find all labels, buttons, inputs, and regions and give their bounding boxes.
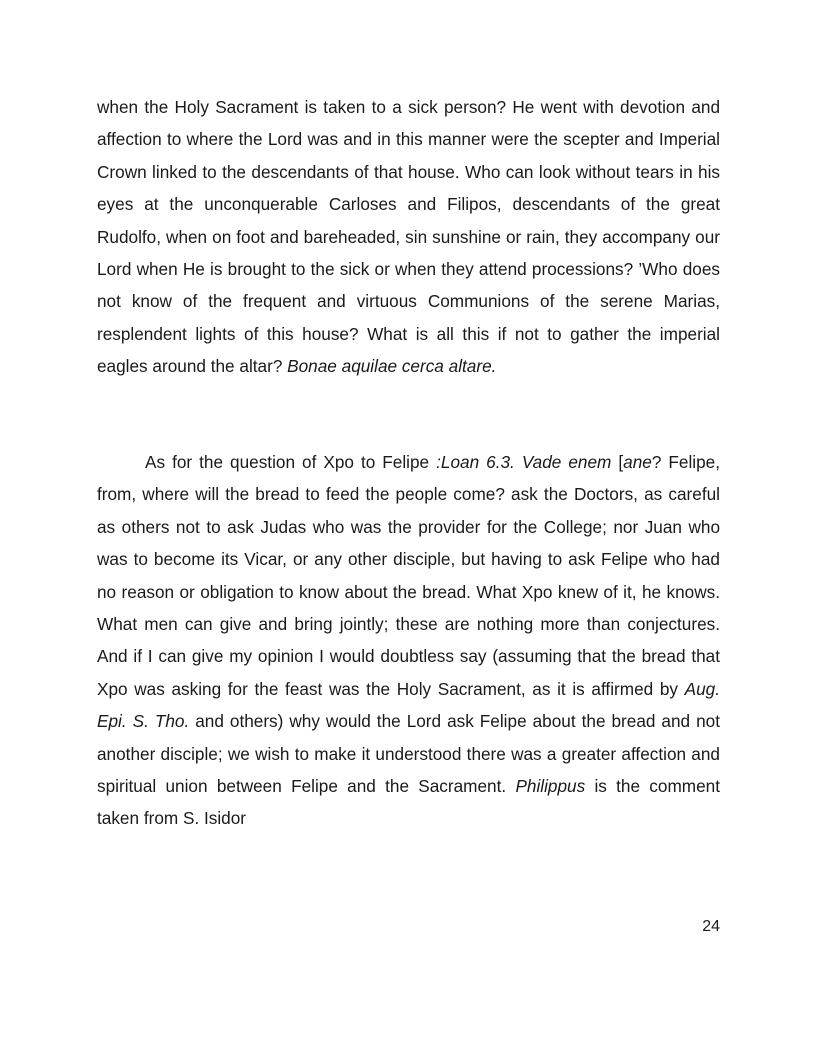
paragraph-1 bbox=[97, 91, 720, 383]
authority-citation: Aug. Epi. S. Tho. bbox=[97, 678, 720, 732]
paragraph-2 bbox=[97, 446, 720, 835]
paragraph-2-text-1: As for the question of Xpo to Felipe bbox=[145, 452, 437, 472]
italic-word-ane: ane bbox=[623, 452, 652, 472]
latin-phrase: Bonae aquilae cerca altare. bbox=[287, 356, 497, 377]
page-number: 24 bbox=[702, 918, 720, 935]
paragraph-2-text-3: ? Felipe, from, where will the bread to feed the people come? ask the Doctors, as careful as others not to ask Judas who was the provider for the College; nor Juan who was to become its Vicar, or any other disciple, but having to ask Felipe who had no reason or obligation to know about the bread. What Xpo knew of it, he knows. What men can give and bring jointly; these are nothing more than conjectures. And if I can give my opinion I would doubtless say (assuming that the bread that Xpo was asking for the feast was the Holy Sacrament, as it is affirmed by bbox=[97, 452, 720, 699]
scripture-reference: :Loan 6.3. Vade enem bbox=[436, 452, 612, 472]
paragraph-2-text-2: [ bbox=[611, 452, 624, 472]
italic-word-philippus: Philippus bbox=[515, 776, 586, 797]
paragraph-1-text: when the Holy Sacrament is taken to a sick person? He went with devotion and affection to where the Lord was and in this manner were the scepter and Imperial Crown linked to the descendants of that house. Who can look without tears in his eyes at the unconquerable Carloses and Filipos, descendants of the great Rudolfo, when on foot and bareheaded, sin sunshine or rain, they accompany our Lord when He is brought to the sick or when they attend processions? ’Who does not know of the frequent and virtuous Communions of the serene Marias, resplendent lights of this house? What is all this if not to gather the imperial eagles around the altar? bbox=[97, 97, 720, 377]
paragraph-2-text-5: is the comment taken from S. Isidor bbox=[97, 776, 720, 829]
paragraph-2-text-4: and others) why would the Lord ask Felipe about the bread and not another disciple; we wish to make it understood there was a greater affection and spiritual union between Felipe and the Sacrament. bbox=[97, 711, 720, 797]
